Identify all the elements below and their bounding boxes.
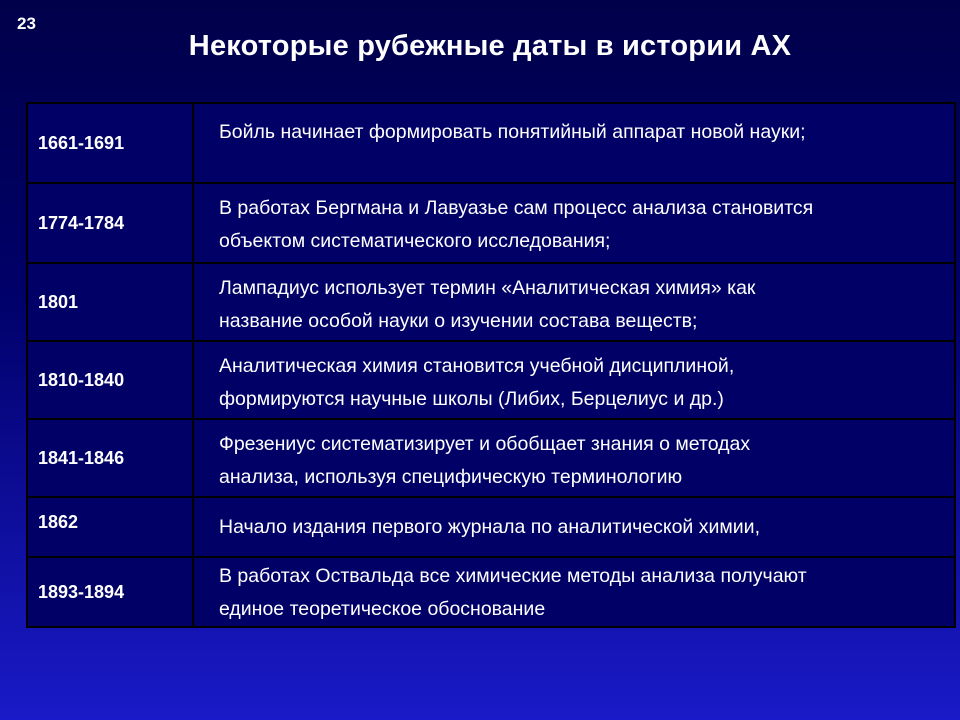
event-text: объектом систематического исследования; <box>219 230 611 252</box>
event-text: Бойль начинает формировать понятийный аппарат новой науки; <box>219 121 806 143</box>
date-cell: 1774-1784 <box>27 183 193 263</box>
table-row <box>27 419 955 497</box>
event-text: Фрезениус систематизирует и обобщает знания о методах <box>219 433 751 455</box>
table-row <box>27 497 955 557</box>
event-text: название особой науки о изучении состава веществ; <box>219 310 698 332</box>
event-cell <box>193 497 955 557</box>
event-cell <box>193 419 955 497</box>
event-cell <box>193 341 955 419</box>
date-cell: 1801 <box>27 263 193 341</box>
table-row <box>27 183 955 263</box>
event-cell <box>193 183 955 263</box>
event-cell <box>193 557 955 627</box>
event-text: единое теоретическое обоснование <box>219 598 546 620</box>
table-row <box>27 557 955 627</box>
event-text: Начало издания первого журнала по аналитической химии, <box>219 515 760 538</box>
date-cell: 1810-1840 <box>27 341 193 419</box>
date-cell: 1862 <box>27 497 193 557</box>
event-text: В работах Бергмана и Лавуазье сам процесс анализа становится <box>219 197 814 219</box>
event-text: Лампадиус использует термин «Аналитическая химия» как <box>219 277 756 299</box>
table-row <box>27 341 955 419</box>
table-row <box>27 263 955 341</box>
timeline-table <box>26 102 956 628</box>
slide-number: 23 <box>17 14 36 33</box>
date-cell: 1841-1846 <box>27 419 193 497</box>
date-cell: 1661-1691 <box>27 103 193 183</box>
event-text: Аналитическая химия становится учебной дисциплиной, <box>219 355 735 377</box>
event-cell <box>193 263 955 341</box>
event-text: В работах Оствальда все химические методы анализа получают <box>219 565 807 587</box>
event-cell <box>193 103 955 183</box>
event-text: формируются научные школы (Либих, Берцелиус и др.) <box>219 388 724 410</box>
event-text: анализа, используя специфическую терминологию <box>219 466 683 488</box>
table-row <box>27 103 955 183</box>
slide-title: Некоторые рубежные даты в истории АХ <box>188 30 792 62</box>
date-cell: 1893-1894 <box>27 557 193 627</box>
